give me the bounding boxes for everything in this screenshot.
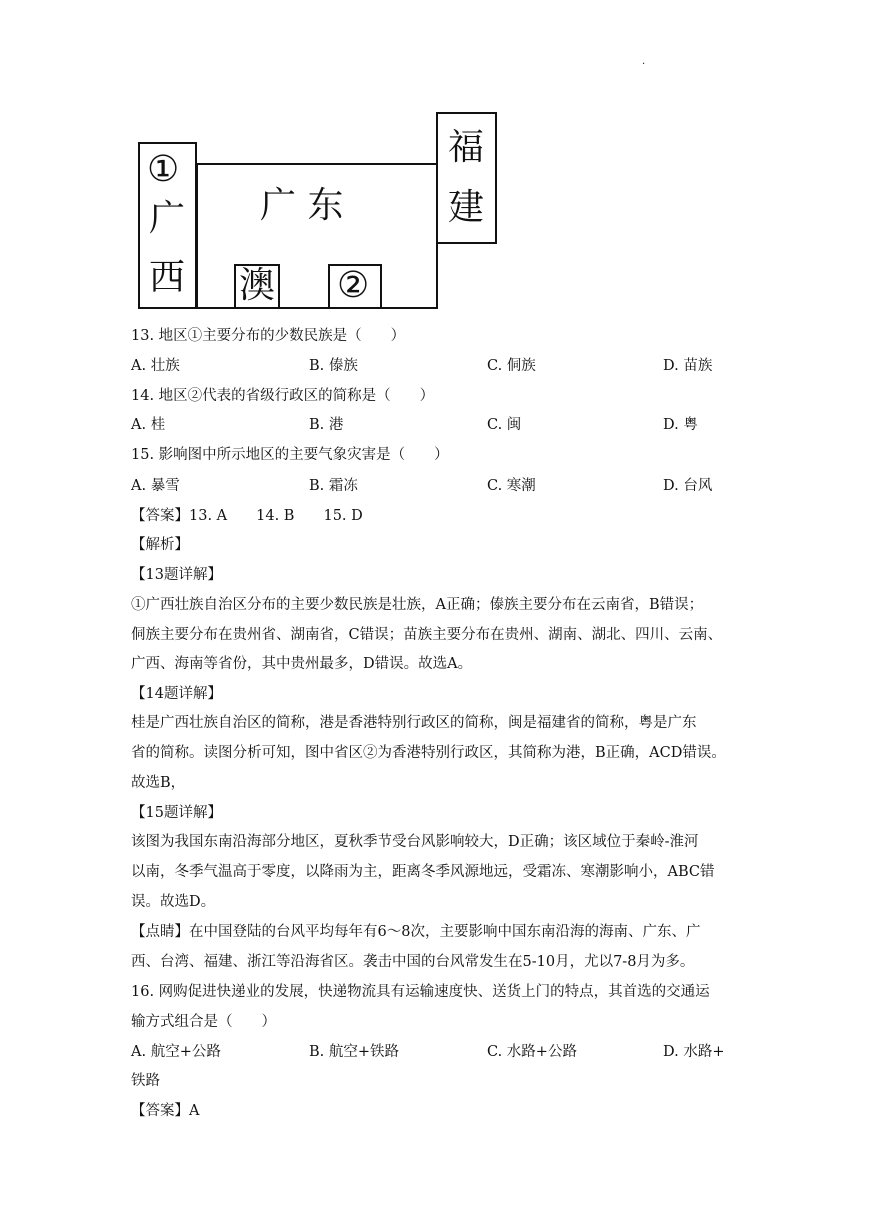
- q14-stem: 14. 地区②代表的省级行政区的简称是（ ）: [131, 388, 435, 404]
- answer16-line: 【答案】A: [131, 1103, 200, 1119]
- q13-option-b: B. 傣族: [309, 358, 358, 374]
- detail-15-text: 该图为我国东南沿海部分地区，夏秋季节受台风影响较大，D正确；该区域位于秦岭-淮河: [131, 834, 699, 850]
- detail-15-text: 以南，冬季气温高于零度，以降雨为主，距离冬季风源地远，受霜冻、寒潮影响小，ABC错: [131, 864, 715, 880]
- answer-line: 【答案】13. A 14. B 15. D: [131, 508, 363, 524]
- region-map-diagram: [130, 100, 512, 320]
- guangxi-label-1: 广: [149, 198, 186, 239]
- q15-option-d: D. 台风: [663, 478, 713, 494]
- fujian-label-1: 福: [448, 127, 485, 168]
- q16-option-b: B. 航空+铁路: [309, 1044, 400, 1060]
- q15-option-b: B. 霜冻: [309, 478, 358, 494]
- detail-14-text: 桂是广西壮族自治区的简称，港是香港特别行政区的简称，闽是福建省的简称，粤是广东: [131, 715, 697, 731]
- q15-option-c: C. 寒潮: [487, 478, 536, 494]
- q14-option-d: D. 粤: [663, 417, 698, 433]
- q16-stem-cont: 输方式组合是（ ）: [131, 1014, 276, 1030]
- region2-marker: ②: [337, 265, 370, 306]
- guangdong-label: 广 东: [260, 185, 344, 226]
- q14-option-c: C. 闽: [487, 417, 522, 433]
- tip-text: 西、台湾、福建、浙江等沿海省区。袭击中国的台风常发生在5-10月，尤以7-8月为多。: [131, 954, 695, 970]
- q15-option-a: A. 暴雪: [131, 478, 180, 494]
- q16-option-c: C. 水路+公路: [487, 1044, 577, 1060]
- detail-13-text: 广西、海南等省份，其中贵州最多，D错误。故选A。: [131, 656, 473, 672]
- q13-option-a: A. 壮族: [131, 358, 180, 374]
- analysis-heading: 【解析】: [131, 537, 189, 553]
- detail-15-heading: 【15题详解】: [131, 805, 222, 821]
- detail-13-text: 侗族主要分布在贵州省、湖南省，C错误；苗族主要分布在贵州、湖南、湖北、四川、云南、: [131, 627, 723, 643]
- q14-option-b: B. 港: [309, 417, 344, 433]
- detail-13-text: ①广西壮族自治区分布的主要少数民族是壮族，A正确；傣族主要分布在云南省，B错误；: [131, 597, 704, 613]
- detail-14-heading: 【14题详解】: [131, 686, 222, 702]
- detail-14-text: 故选B，: [131, 775, 186, 791]
- q16-option-d: D. 水路+: [663, 1044, 725, 1060]
- q16-option-a: A. 航空+公路: [131, 1044, 221, 1060]
- q16-stem: 16. 网购促进快递业的发展，快递物流具有运输速度快、送货上门的特点，其首选的交通运: [131, 984, 710, 1000]
- tip-text: 【点睛】在中国登陆的台风平均每年有6～8次，主要影响中国东南沿海的海南、广东、广: [131, 924, 701, 940]
- q13-option-c: C. 侗族: [487, 358, 536, 374]
- macau-label: 澳: [239, 265, 276, 306]
- q16-option-d-cont: 铁路: [131, 1073, 160, 1089]
- q14-option-a: A. 桂: [131, 417, 166, 433]
- q15-stem: 15. 影响图中所示地区的主要气象灾害是（ ）: [131, 447, 449, 463]
- q13-stem: 13. 地区①主要分布的少数民族是（ ）: [131, 328, 406, 344]
- page-dot: .: [642, 56, 646, 67]
- detail-15-text: 误。故选D。: [131, 894, 216, 910]
- fujian-label-2: 建: [448, 187, 485, 228]
- region1-marker: ①: [147, 149, 180, 190]
- q13-option-d: D. 苗族: [663, 358, 713, 374]
- detail-13-heading: 【13题详解】: [131, 567, 222, 583]
- guangxi-label-2: 西: [149, 257, 186, 298]
- detail-14-text: 省的简称。读图分析可知，图中省区②为香港特别行政区，其简称为港，B正确，ACD错误。: [131, 745, 726, 761]
